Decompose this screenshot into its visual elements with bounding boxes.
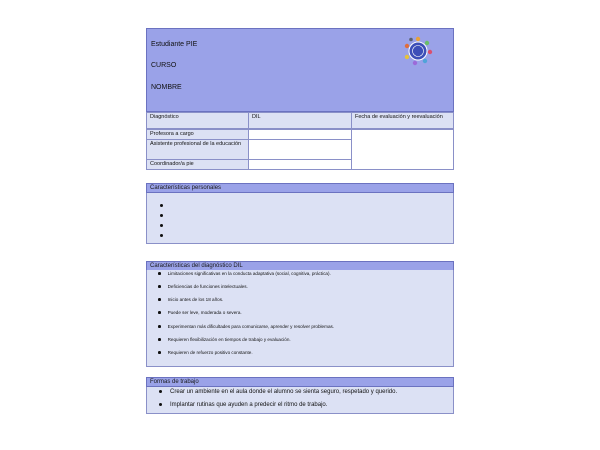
coordinator-value: [248, 159, 352, 170]
student-info-table: [146, 112, 454, 170]
list-item: [159, 401, 327, 409]
list-item: [158, 310, 242, 316]
diagnosis-section-title: Características del diagnóstico DIL: [146, 261, 454, 271]
list-item-text: Crear un ambiente en el aula donde el alumno se sienta seguro, respetado y querido.: [170, 389, 398, 395]
bullet-point: [158, 338, 161, 341]
bullet-point: [160, 224, 163, 227]
bullet-point: [158, 285, 161, 288]
evaluation-date-label: Fecha de evaluación y reevaluación: [351, 112, 454, 129]
list-item: [158, 284, 248, 290]
list-item-text: Requieren flexibilización en tiempos de trabajo y evaluación.: [167, 337, 291, 342]
list-item-text: Requieren de refuerzo positivo constante.: [167, 350, 253, 355]
evaluation-date-value: [351, 129, 454, 170]
list-item-text: Experimentan más dificultades para comunicarse, aprender y resolver problemas.: [167, 324, 335, 329]
bullet-point: [160, 234, 163, 237]
diagnosis-label: Diagnóstico: [146, 112, 249, 129]
circle-emblem-icon: [403, 36, 433, 66]
list-item-text: Deficiencias de funciones intelectuales.: [167, 284, 248, 289]
name-label: NOMBRE: [151, 84, 182, 91]
diagnosis-value: DIL: [248, 112, 352, 129]
list-item: [158, 324, 334, 330]
bullet-point: [158, 325, 161, 328]
list-item: [158, 297, 223, 303]
diagnosis-section-body: [146, 270, 454, 367]
list-item: [159, 388, 397, 396]
list-item-text: Inicio antes de los 18 años.: [167, 297, 224, 302]
work-section-title: Formas de trabajo: [146, 377, 454, 387]
personal-section-title: Características personales: [146, 183, 454, 193]
course-label: CURSO: [151, 62, 177, 69]
bullet-point: [159, 390, 162, 393]
bullet-point: [160, 204, 163, 207]
bullet-point: [159, 403, 162, 406]
bullet-point: [158, 351, 161, 354]
bullet-point: [158, 298, 161, 301]
student-label: Estudiante PIE: [151, 41, 198, 48]
teacher-label: Profesora a cargo: [146, 129, 249, 140]
list-item-text: Puede ser leve, moderada o severa.: [167, 310, 242, 315]
list-item: [158, 271, 331, 277]
bullet-point: [158, 272, 161, 275]
coordinator-label: Coordinador/a pie: [146, 159, 249, 170]
bullet-point: [160, 214, 163, 217]
personal-section-body: [146, 193, 454, 244]
list-item-text: Implantar rutinas que ayuden a predecir el ritmo de trabajo.: [170, 402, 328, 408]
assistant-label: Asistente profesional de la educación: [146, 139, 249, 160]
student-header: [146, 28, 454, 112]
list-item: [158, 350, 253, 356]
list-item-text: Limitaciones significativas en la conducta adaptativa (social, cognitiva, práctica).: [167, 271, 331, 276]
list-item: [158, 337, 291, 343]
assistant-value: [248, 139, 352, 160]
bullet-point: [158, 311, 161, 314]
work-section-body: [146, 387, 454, 414]
